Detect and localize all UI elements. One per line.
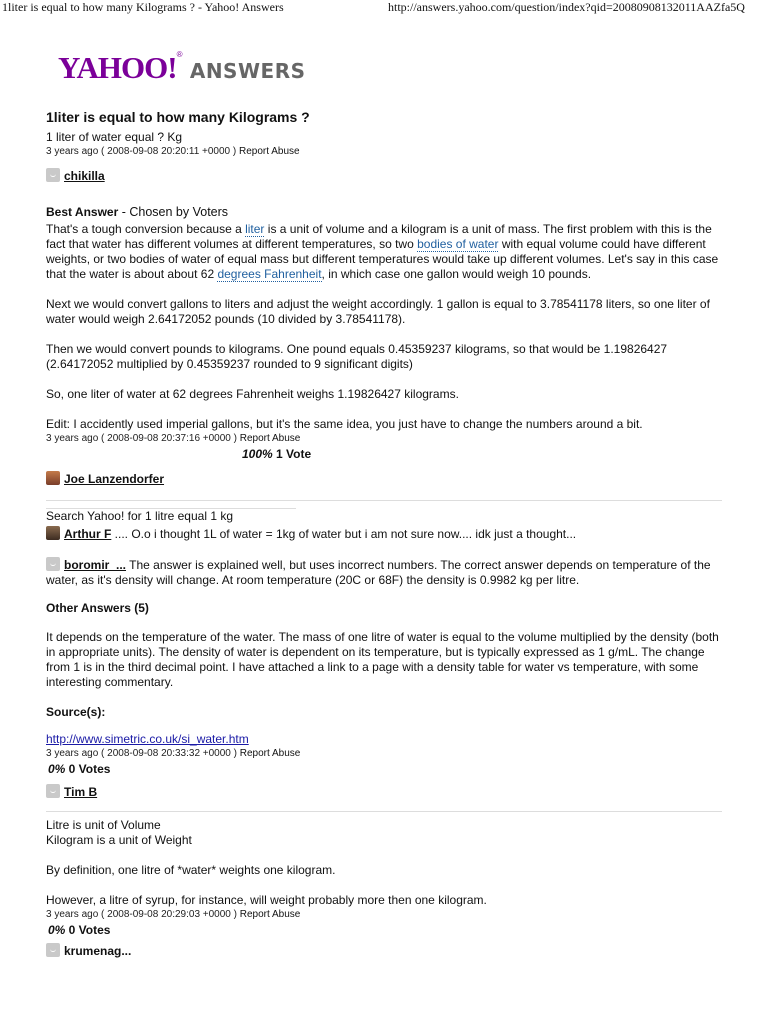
answer-date: 3 years ago ( 2008-09-08 20:29:03 +0000 ) (46, 909, 237, 920)
question-body: 1 liter of water equal ? Kg (46, 130, 183, 144)
divider (46, 500, 722, 501)
default-avatar-icon (46, 943, 60, 957)
divider (46, 811, 722, 812)
answer-author[interactable] (46, 943, 722, 958)
best-answer-heading (46, 205, 722, 219)
user-photo-icon (46, 471, 60, 485)
answer-text: By definition, one litre of *water* weights one kilogram. (46, 863, 336, 877)
report-abuse-link[interactable]: Report Abuse (239, 146, 300, 157)
comment-text: The answer is explained well, but uses incorrect numbers. The correct answer depends on temperature of the water, as it's density will change. At room temperature (20C or 68F) the density is 0.9982 kg per litre. (46, 558, 711, 587)
yahoo-answers-logo[interactable] (58, 50, 306, 84)
logo-yahoo: YAHOO! (58, 50, 177, 85)
answer-meta (46, 908, 722, 921)
comment-user[interactable]: boromir_... (64, 558, 127, 572)
vote-count: 0 Votes (65, 762, 111, 776)
logo-reg: ® (176, 50, 183, 59)
page-url[interactable]: http://answers.yahoo.com/question/index?qid=20080908132011AAZfa5Q (388, 0, 745, 14)
vote-count: 0 Votes (65, 923, 111, 937)
source-link[interactable]: http://www.simetric.co.uk/si_water.htm (46, 732, 249, 746)
question-title: 1liter is equal to how many Kilograms ? (46, 109, 310, 125)
answer-text: It depends on the temperature of the water. The mass of one litre of water is equal to the volume multiplied by the density (both in appropriate units). The density of water is dependent on its temperature, but is typically expressed as 1 g/mL. The change from 1 is in the third decimal point. I have attached a link to a page with a density table for water vs temperature, with some interesting commentary. (46, 630, 719, 689)
default-avatar-icon (46, 168, 60, 182)
author-name[interactable]: krumenag... (64, 944, 132, 958)
comment-text: .... O.o i thought 1L of water = 1kg of water but i am not sure now.... idk just a thought... (111, 527, 577, 541)
best-answer-paragraph-5: Edit: I accidently used imperial gallons, but it's the same idea, you just have to change the numbers around a bit. (46, 417, 643, 431)
text: with equal volume could have different weights, or two bodies of water of equal mass but different temperatures would take up different volumes. Let's say in this case that the water is about about 62 (46, 237, 719, 281)
default-avatar-icon (46, 784, 60, 798)
text: That's a tough conversion because a (46, 222, 246, 236)
search-prefix: Search Yahoo! for (46, 509, 145, 523)
asker-name[interactable]: chikilla (64, 169, 105, 183)
answer-meta (46, 747, 722, 760)
browser-header (0, 0, 768, 16)
answer-line: Kilogram is a unit of Weight (46, 833, 192, 847)
sources-label: Source(s): (46, 705, 106, 719)
tab-title: 1liter is equal to how many Kilograms ? - Yahoo! Answers (2, 0, 284, 14)
author-name[interactable]: Tim B (64, 785, 98, 799)
answer-date: 3 years ago ( 2008-09-08 20:33:32 +0000 ) (46, 748, 237, 759)
asker[interactable] (46, 168, 722, 183)
best-answer-paragraph-1 (46, 222, 722, 282)
best-answer-label: Best Answer (46, 205, 119, 219)
report-abuse-link[interactable]: Report Abuse (239, 433, 301, 444)
degrees-fahrenheit-link[interactable]: degrees Fahrenheit (217, 267, 322, 281)
best-answer-author[interactable] (46, 471, 722, 486)
bodies-of-water-link[interactable]: bodies of water (417, 237, 499, 251)
user-photo-icon (46, 526, 60, 540)
best-answer-paragraph-3: Then we would convert pounds to kilograms. One pound equals 0.45359237 kilograms, so that would be 1.19826427 (2.64172052 multiplied by 0.45359237 rounded to 9 significant digits) (46, 342, 668, 371)
answer-line: Litre is unit of Volume (46, 818, 161, 832)
chosen-by-voters: - Chosen by Voters (118, 205, 229, 219)
text: is a unit of volume and a kilogram is a unit of mass. The first problem with this is the fact that water has different volumes at different temperatures, so two (46, 222, 712, 251)
answer-text: However, a litre of syrup, for instance, will weight probably more then one kilogram. (46, 893, 487, 907)
best-answer-meta (46, 432, 722, 445)
question-page (46, 108, 722, 958)
vote-percent: 0% (48, 762, 66, 776)
comment (46, 526, 722, 542)
answer-author[interactable] (46, 784, 722, 799)
author-name[interactable]: Joe Lanzendorfer (64, 472, 165, 486)
search-yahoo[interactable] (46, 509, 722, 524)
vote-percent: 0% (48, 923, 66, 937)
comment-user[interactable]: Arthur F (64, 527, 112, 541)
best-answer-votes (242, 447, 722, 461)
comment (46, 557, 722, 588)
vote-count: 1 Vote (272, 447, 312, 461)
vote-percent: 100% (242, 447, 273, 461)
question-date: 3 years ago ( 2008-09-08 20:20:11 +0000 ) (46, 146, 237, 157)
liter-link[interactable]: liter (245, 222, 265, 236)
text: , in which case one gallon would weigh 10 pounds. (321, 267, 592, 281)
answer-votes (48, 923, 722, 937)
question-meta (46, 145, 722, 158)
logo-answers: ANSWERS (189, 59, 306, 83)
report-abuse-link[interactable]: Report Abuse (239, 748, 301, 759)
search-query-link[interactable]: 1 litre equal 1 kg (144, 509, 234, 523)
best-answer-date: 3 years ago ( 2008-09-08 20:37:16 +0000 ) (46, 433, 237, 444)
answer-votes (48, 762, 722, 776)
best-answer-paragraph-4: So, one liter of water at 62 degrees Fahrenheit weighs 1.19826427 kilograms. (46, 387, 459, 401)
other-answers-heading: Other Answers (5) (46, 601, 149, 615)
default-avatar-icon (46, 557, 60, 571)
report-abuse-link[interactable]: Report Abuse (239, 909, 301, 920)
best-answer-paragraph-2: Next we would convert gallons to liters and adjust the weight accordingly. 1 gallon is equal to 3.78541178 liters, so one liter of water would weigh 2.64172052 pounds (10 divided by 3.78541178). (46, 297, 710, 326)
